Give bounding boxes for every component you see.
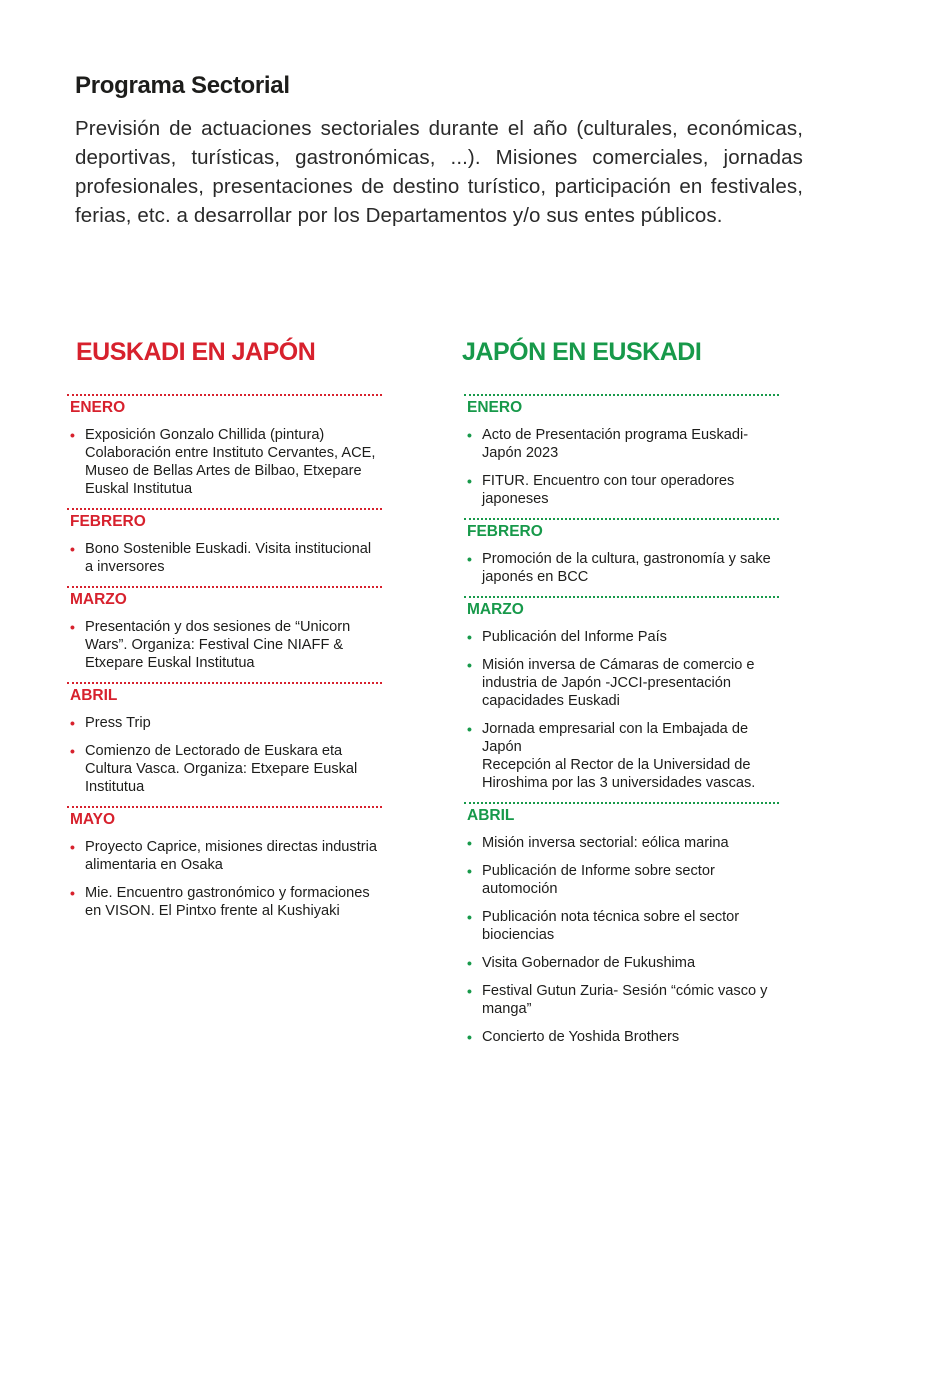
list-item [467, 954, 779, 972]
event-list [67, 618, 382, 672]
month-section-enero [464, 394, 779, 508]
event-text: Promoción de la cultura, gastronomía y sake japonés en BCC [482, 551, 771, 585]
list-item [70, 838, 382, 874]
event-list [67, 714, 382, 796]
list-item [467, 908, 779, 944]
month-section-marzo [464, 596, 779, 792]
month-section-abril [67, 682, 382, 796]
bullet-icon: • [467, 629, 472, 645]
month-label: ENERO [70, 399, 126, 416]
column-heading: JAPÓN EN EUSKADI [462, 338, 702, 366]
event-list [464, 628, 779, 792]
bullet-icon: • [70, 839, 75, 855]
event-text: Exposición Gonzalo Chillida (pintura) Colaboración entre Instituto Cervantes, ACE, Museo de Bellas Artes de Bilbao, Etxepare Euskal Institutua [85, 427, 376, 497]
event-list [67, 426, 382, 498]
event-text: Comienzo de Lectorado de Euskara eta Cultura Vasca. Organiza: Etxepare Euskal Institutua [85, 743, 358, 795]
event-text: Festival Gutun Zuria- Sesión “cómic vasco y manga” [482, 983, 768, 1017]
bullet-icon: • [70, 427, 75, 443]
event-list [67, 838, 382, 920]
month-section-febrero [67, 508, 382, 576]
list-item [467, 628, 779, 646]
bullet-icon: • [467, 863, 472, 879]
month-label: MARZO [70, 591, 127, 608]
list-item [467, 720, 779, 792]
event-list [464, 426, 779, 508]
month-label: ABRIL [467, 807, 515, 824]
bullet-icon: • [467, 721, 472, 737]
event-text: Mie. Encuentro gastronómico y formaciones en VISON. El Pintxo frente al Kushiyaki [85, 885, 370, 919]
event-text: Jornada empresarial con la Embajada de Japón Recepción al Rector de la Universidad de Hiroshima por las 3 universidades vascas. [482, 721, 756, 791]
month-section-marzo [67, 586, 382, 672]
bullet-icon: • [70, 715, 75, 731]
event-list [464, 550, 779, 586]
bullet-icon: • [467, 551, 472, 567]
month-section-enero [67, 394, 382, 498]
list-item [467, 834, 779, 852]
list-item [70, 742, 382, 796]
list-item [467, 472, 779, 508]
list-item [70, 618, 382, 672]
month-section-abril [464, 802, 779, 1046]
column-euskadi-en-japon [67, 338, 382, 930]
list-item [70, 714, 382, 732]
event-text: Publicación nota técnica sobre el sector biociencias [482, 909, 740, 943]
intro-paragraph: Previsión de actuaciones sectoriales durante el año (culturales, económicas, deportivas, turísticas, gastronómicas, ...). Misiones comerciales, jornadas profesionales, presentaciones de destino turístico, participación en festivales, ferias, etc. a desarrollar por los Departamentos y/o sus entes públicos. [75, 117, 803, 227]
list-item [467, 426, 779, 462]
month-list [464, 394, 779, 1046]
event-text: Proyecto Caprice, misiones directas industria alimentaria en Osaka [85, 839, 377, 873]
bullet-icon: • [70, 743, 75, 759]
bullet-icon: • [70, 541, 75, 557]
bullet-icon: • [467, 657, 472, 673]
bullet-icon: • [467, 983, 472, 999]
list-item [467, 982, 779, 1018]
event-list [67, 540, 382, 576]
event-text: Publicación de Informe sobre sector automoción [482, 863, 715, 897]
month-section-mayo [67, 806, 382, 920]
bullet-icon: • [467, 427, 472, 443]
page-title: Programa Sectorial [75, 72, 290, 99]
bullet-icon: • [70, 885, 75, 901]
month-section-febrero [464, 518, 779, 586]
list-item [70, 426, 382, 498]
month-label: ENERO [467, 399, 523, 416]
event-list [464, 834, 779, 1046]
event-text: FITUR. Encuentro con tour operadores japoneses [482, 473, 735, 507]
event-text: Misión inversa de Cámaras de comercio e industria de Japón -JCCI-presentación capacidades Euskadi [482, 657, 755, 709]
bullet-icon: • [467, 835, 472, 851]
list-item [70, 884, 382, 920]
event-text: Press Trip [85, 715, 151, 731]
month-list [67, 394, 382, 920]
bullet-icon: • [467, 955, 472, 971]
event-text: Misión inversa sectorial: eólica marina [482, 835, 729, 851]
column-heading: EUSKADI EN JAPÓN [76, 338, 316, 366]
month-label: MARZO [467, 601, 524, 618]
event-text: Acto de Presentación programa Euskadi-Japón 2023 [482, 427, 749, 461]
bullet-icon: • [467, 473, 472, 489]
bullet-icon: • [70, 619, 75, 635]
month-label: ABRIL [70, 687, 118, 704]
event-text: Bono Sostenible Euskadi. Visita institucional a inversores [85, 541, 372, 575]
bullet-icon: • [467, 909, 472, 925]
month-label: FEBRERO [467, 523, 543, 540]
list-item [467, 550, 779, 586]
event-text: Visita Gobernador de Fukushima [482, 955, 696, 971]
month-label: MAYO [70, 811, 116, 828]
list-item [70, 540, 382, 576]
bullet-icon: • [467, 1029, 472, 1045]
list-item [467, 1028, 779, 1046]
event-text: Publicación del Informe País [482, 629, 667, 645]
event-text: Concierto de Yoshida Brothers [482, 1029, 680, 1045]
month-label: FEBRERO [70, 513, 146, 530]
list-item [467, 862, 779, 898]
column-japon-en-euskadi [464, 338, 779, 1056]
event-text: Presentación y dos sesiones de “Unicorn Wars”. Organiza: Festival Cine NIAFF & Etxepare Euskal Institutua [85, 619, 351, 671]
list-item [467, 656, 779, 710]
